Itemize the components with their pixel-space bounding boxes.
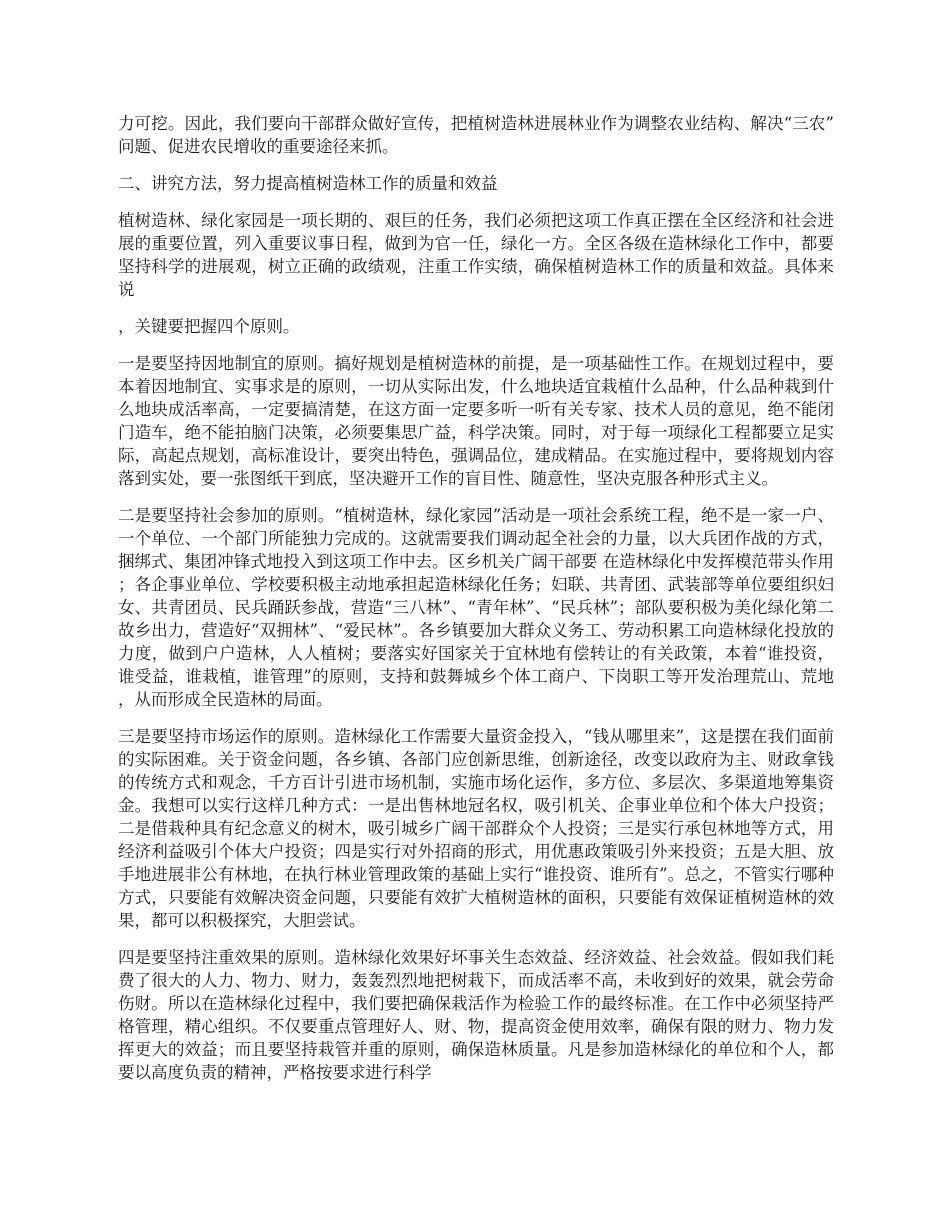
document-body <box>118 112 834 1084</box>
paragraph-intro-continuation: 力可挖。因此，我们要向干部群众做好宣传，把植树造林进展林业作为调整农业结构、解决“三农”问题、促进农民增收的重要途径来抓。 <box>118 114 834 156</box>
paragraph-four-principles: ，关键要把握四个原则。 <box>118 317 300 336</box>
paragraph-principle-two: 二是要坚持社会参加的原则。“植树造林，绿化家园”活动是一项社会系统工程，绝不是一家一户、一个单位、一个部门所能独力完成的。这就需要我们调动起全社会的力量，以大兵团作战的方式，捆绑式、集团冲锋式地投入到这项工作中去。区乡机关广阔干部要 在造林绿化中发挥模范带头作用；各企事业单位、学校要积极主动地承担起造林绿化任务；妇联、共青团、武装部等单位要组织妇女、共青团员、民兵踊跃参战，营造“三八林”、“青年林”、“民兵林”；部队要积极为美化绿化第二故乡出力，营造好“双拥林”、“爱民林”。各乡镇要加大群众义务工、劳动积累工向造林绿化投放的力度，做到户户造林，人人植树；要落实好国家关于宜林地有偿转让的有关政策，本着“谁投资，谁受益，谁栽植，谁管理”的原则，支持和鼓舞城乡个体工商户、下岗职工等开发治理荒山、荒地，从而形成全民造林的局面。 <box>118 506 834 709</box>
paragraph-principle-one: 一是要坚持因地制宜的原则。搞好规划是植树造林的前提，是一项基础性工作。在规划过程中，要本着因地制宜、实事求是的原则，一切从实际出发，什么地块适宜栽植什么品种，什么品种栽到什么地块成活率高，一定要搞清楚，在这方面一定要多听一听有关专家、技术人员的意见，绝不能闭门造车，绝不能拍脑门决策，必须要集思广益，科学决策。同时，对于每一项绿化工程都要立足实际，高起点规划，高标准设计，要突出特色，强调品位，建成精品。在实施过程中，要将规划内容落到实处，要一张图纸干到底，坚决避开工作的盲目性、随意性，坚决克服各种形式主义。 <box>118 354 834 488</box>
paragraph-overview: 植树造林、绿化家园是一项长期的、艰巨的任务，我们必须把这项工作真正摆在全区经济和社会进展的重要位置，列入重要议事日程，做到为官一任，绿化一方。全区各级在造林绿化工作中，都要坚持科学的进展观，树立正确的政绩观，注重工作实绩，确保植树造林工作的质量和效益。具体来说 <box>118 211 834 299</box>
paragraph-principle-three: 三是要坚持市场运作的原则。造林绿化工作需要大量资金投入，“钱从哪里来”，这是摆在我们面前的实际困难。关于资金问题，各乡镇、各部门应创新思维，创新途径，改变以政府为主、财政拿钱的传统方式和观念，千方百计引进市场机制，实施市场化运作，多方位、多层次、多渠道地筹集资金。我想可以实行这样几种方式：一是出售林地冠名权，吸引机关、企事业单位和个体大户投资；二是借栽种具有纪念意义的树木，吸引城乡广阔干部群众个人投资；三是实行承包林地等方式，用经济利益吸引个体大户投资；四是实行对外招商的形式，用优惠政策吸引外来投资；五是大胆、放手地进展非公有林地，在执行林业管理政策的基础上实行“谁投资、谁所有”。总之，不管实行哪种方式，只要能有效解决资金问题，只要能有效扩大植树造林的面积，只要能有效保证植树造林的效果，都可以积极探究，大胆尝试。 <box>118 727 834 930</box>
section-heading: 二、讲究方法，努力提高植树造林工作的质量和效益 <box>118 174 498 193</box>
paragraph-principle-four: 四是要坚持注重效果的原则。造林绿化效果好坏事关生态效益、经济效益、社会效益。假如我们耗费了很大的人力、物力、财力，轰轰烈烈地把树栽下，而成活率不高，未收到好的效果，就会劳命伤财。所以在造林绿化过程中，我们要把确保栽活作为检验工作的最终标准。在工作中必须坚持严格管理，精心组织。不仅要重点管理好人、财、物，提高资金使用效率，确保有限的财力、物力发挥更大的效益；而且要坚持栽管并重的原则，确保造林质量。凡是参加造林绿化的单位和个人，都要以高度负责的精神，严格按要求进行科学 <box>118 948 834 1082</box>
